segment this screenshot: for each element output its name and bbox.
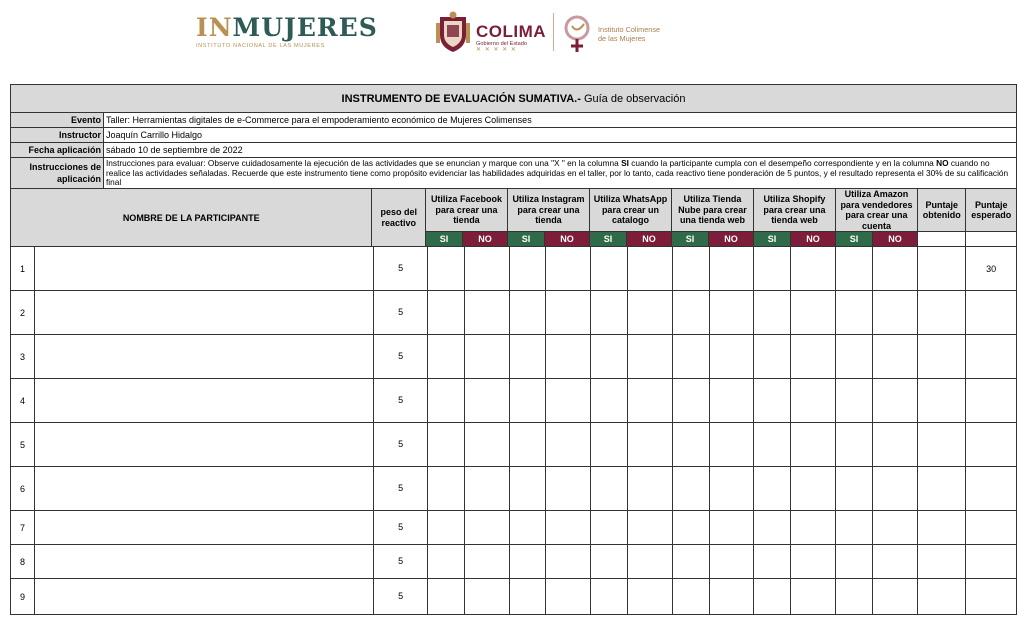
no-cell[interactable] [546,247,591,291]
no-cell[interactable] [710,247,755,291]
criterion-label: Utiliza Facebook para crear una tienda [426,189,507,232]
si-cell[interactable] [591,335,628,379]
si-cell[interactable] [510,247,547,291]
si-cell[interactable] [836,247,873,291]
peso-cell: 5 [374,423,428,467]
no-header: NO [709,232,753,246]
si-cell[interactable] [673,335,710,379]
row-number: 1 [11,247,35,291]
participant-name-cell[interactable] [35,291,374,335]
puntaje-obtenido-cell[interactable] [918,247,967,291]
no-cell[interactable] [628,511,673,545]
table-row [11,291,1017,335]
si-cell[interactable] [591,579,628,615]
si-cell[interactable] [754,545,791,579]
peso-cell: 5 [374,247,428,291]
peso-cell: 5 [374,291,428,335]
col-header-esperado [966,189,1017,247]
criterion-label: Utiliza Instagram para crear una tienda [508,189,589,232]
no-cell[interactable] [546,423,591,467]
puntaje-obtenido-cell[interactable] [918,467,967,511]
no-cell[interactable] [546,291,591,335]
criterion-tienda-nube [672,189,754,247]
si-header: SI [508,232,545,246]
no-cell[interactable] [546,579,591,615]
si-cell[interactable] [836,291,873,335]
si-cell[interactable] [673,291,710,335]
esperado-label: Puntaje esperado [966,189,1016,232]
puntaje-esperado-cell [966,335,1017,379]
criterion-label: Utiliza Tienda Nube para crear una tienda web [672,189,753,232]
colima-shield-icon [436,11,470,53]
puntaje-obtenido-cell[interactable] [918,335,967,379]
woman-symbol-icon [563,14,593,54]
si-cell[interactable] [836,335,873,379]
puntaje-esperado-cell [966,511,1017,545]
row-number: 3 [11,335,35,379]
row-number: 4 [11,379,35,423]
criterion-facebook [426,189,508,247]
peso-cell: 5 [374,579,428,615]
no-cell[interactable] [873,379,918,423]
si-cell[interactable] [754,291,791,335]
instructions-text-2: cuando la participante cumpla con el desempeño correspondiente y en la columna [628,158,937,168]
si-cell[interactable] [510,379,547,423]
no-cell[interactable] [791,467,836,511]
no-cell[interactable] [465,247,510,291]
no-header: NO [627,232,671,246]
no-cell[interactable] [628,247,673,291]
no-header: NO [873,232,917,246]
si-cell[interactable] [591,379,628,423]
no-cell[interactable] [710,545,755,579]
no-cell[interactable] [791,545,836,579]
fecha-value: sábado 10 de septiembre de 2022 [104,143,1017,158]
colima-logo-word: COLIMA [476,22,547,41]
puntaje-esperado-cell [966,579,1017,615]
si-cell[interactable] [836,423,873,467]
no-cell[interactable] [791,379,836,423]
si-cell[interactable] [673,423,710,467]
participant-name-cell[interactable] [35,335,374,379]
no-cell[interactable] [546,511,591,545]
si-cell[interactable] [428,467,465,511]
puntaje-obtenido-cell[interactable] [918,423,967,467]
puntaje-obtenido-cell[interactable] [918,379,967,423]
si-cell[interactable] [591,247,628,291]
evento-label: Evento [11,113,104,128]
no-cell[interactable] [628,423,673,467]
table-row [11,579,1017,615]
si-header: SI [754,232,791,246]
si-cell[interactable] [836,511,873,545]
instrucciones-label: Instrucciones de aplicación [11,158,104,189]
no-cell[interactable] [873,423,918,467]
row-number: 7 [11,511,35,545]
logo-divider [553,13,554,51]
puntaje-obtenido-cell[interactable] [918,511,967,545]
si-cell[interactable] [510,467,547,511]
si-cell[interactable] [836,379,873,423]
puntaje-esperado-cell [966,291,1017,335]
no-cell[interactable] [791,423,836,467]
criterion-instagram [508,189,590,247]
si-cell[interactable] [428,423,465,467]
no-cell[interactable] [873,579,918,615]
row-number: 2 [11,291,35,335]
fecha-label: Fecha aplicación [11,143,104,158]
peso-cell: 5 [374,511,428,545]
no-cell[interactable] [710,379,755,423]
si-cell[interactable] [428,545,465,579]
icm-logo-line1: Instituto Colimense [598,25,661,34]
instructor-label: Instructor [11,128,104,143]
no-cell[interactable] [873,247,918,291]
col-header-obtenido [918,189,967,247]
puntaje-esperado-cell: 30 [966,247,1017,291]
obtenido-label: Puntaje obtenido [918,189,966,232]
criterion-whatsapp [590,189,672,247]
peso-cell: 5 [374,335,428,379]
si-cell[interactable] [428,291,465,335]
si-header: SI [672,232,709,246]
no-cell[interactable] [546,467,591,511]
si-cell[interactable] [510,545,547,579]
form-title-rest: Guía de observación [580,92,686,105]
instrucciones-value [104,158,1017,189]
participant-name-cell[interactable] [35,379,374,423]
instructions-text-1: Instrucciones para evaluar: Observe cuidadosamente la ejecución de las actividades que se enuncian y marque con una "X " en la columna [106,158,622,168]
si-cell[interactable] [591,467,628,511]
si-cell[interactable] [836,579,873,615]
no-cell[interactable] [710,511,755,545]
no-cell[interactable] [873,511,918,545]
si-header: SI [836,232,873,246]
si-cell[interactable] [754,467,791,511]
no-cell[interactable] [628,467,673,511]
no-cell[interactable] [873,291,918,335]
no-cell[interactable] [873,467,918,511]
si-cell[interactable] [428,579,465,615]
no-cell[interactable] [791,511,836,545]
si-cell[interactable] [673,545,710,579]
si-cell[interactable] [754,379,791,423]
form-title-bold: INSTRUMENTO DE EVALUACIÓN SUMATIVA.- [341,92,581,105]
si-header: SI [426,232,463,246]
form-title [11,85,1017,113]
si-cell[interactable] [754,247,791,291]
inmujeres-logo-prefix: IN [196,13,233,42]
col-header-peso: peso del reactivo [372,189,425,247]
colima-logo-subtitle: Gobierno del Estado [476,41,527,47]
inmujeres-logo [196,13,378,49]
no-cell[interactable] [628,545,673,579]
inmujeres-logo-subtitle: INSTITUTO NACIONAL DE LAS MUJERES [196,43,325,49]
si-cell[interactable] [510,423,547,467]
no-cell[interactable] [628,291,673,335]
no-cell[interactable] [465,379,510,423]
participant-name-cell[interactable] [35,423,374,467]
si-cell[interactable] [428,511,465,545]
no-cell[interactable] [465,511,510,545]
participant-name-cell[interactable] [35,511,374,545]
si-cell[interactable] [591,423,628,467]
si-cell[interactable] [673,511,710,545]
no-cell[interactable] [791,579,836,615]
si-cell[interactable] [673,579,710,615]
si-cell[interactable] [510,579,547,615]
puntaje-esperado-cell [966,545,1017,579]
row-number: 6 [11,467,35,511]
no-cell[interactable] [628,379,673,423]
info-row-evento [11,113,1017,128]
peso-cell: 5 [374,545,428,579]
puntaje-obtenido-cell[interactable] [918,545,967,579]
evento-value: Taller: Herramientas digitales de e-Commerce para el empoderamiento económico de Mujeres Colimenses [104,113,1017,128]
no-cell[interactable] [465,467,510,511]
no-cell[interactable] [628,335,673,379]
instructions-text-3: cuando no realice las actividades señaladas. Recuerde que este instrumento tiene como propósito evidenciar las habilidades adquiridas en el taller, por lo tanto, cada reactivo tiene ponderación de 5 puntos, y el resultado representa el 30% de su calificación final [106,158,1009,188]
no-header: NO [791,232,835,246]
row-number: 9 [11,579,35,615]
no-cell[interactable] [873,545,918,579]
table-row [11,379,1017,423]
puntaje-esperado-cell [966,423,1017,467]
no-header: NO [463,232,507,246]
no-cell[interactable] [710,423,755,467]
si-cell[interactable] [428,335,465,379]
criterion-amazon [836,189,918,247]
puntaje-obtenido-cell[interactable] [918,579,967,615]
row-number: 5 [11,423,35,467]
puntaje-esperado-cell [966,379,1017,423]
evaluation-sheet [10,84,1017,615]
instructions-no: NO [936,158,949,168]
no-cell[interactable] [628,579,673,615]
criterion-label: Utiliza Shopify para crear una tienda web [754,189,835,232]
no-cell[interactable] [465,545,510,579]
table-row [11,467,1017,511]
no-cell[interactable] [465,291,510,335]
si-cell[interactable] [836,467,873,511]
no-cell[interactable] [791,335,836,379]
table-row [11,545,1017,579]
si-cell[interactable] [754,423,791,467]
no-cell[interactable] [710,291,755,335]
no-cell[interactable] [546,379,591,423]
no-cell[interactable] [465,579,510,615]
table-row [11,511,1017,545]
no-cell[interactable] [710,467,755,511]
info-row-instructor [11,128,1017,143]
criterion-label: Utiliza WhatsApp para crear un catalogo [590,189,671,232]
participant-name-cell[interactable] [35,545,374,579]
si-cell[interactable] [754,579,791,615]
si-cell[interactable] [428,379,465,423]
participant-name-cell[interactable] [35,247,374,291]
col-header-name: NOMBRE DE LA PARTICIPANTE [11,189,372,247]
row-number: 8 [11,545,35,579]
si-cell[interactable] [591,545,628,579]
no-cell[interactable] [465,423,510,467]
instructor-value: Joaquín Carrillo Hidalgo [104,128,1017,143]
no-cell[interactable] [546,335,591,379]
si-cell[interactable] [510,335,547,379]
table-row [11,423,1017,467]
info-row-fecha [11,143,1017,158]
si-cell[interactable] [510,291,547,335]
no-cell[interactable] [873,335,918,379]
no-cell[interactable] [710,335,755,379]
si-cell[interactable] [673,379,710,423]
info-row-instrucciones [11,158,1017,189]
si-header: SI [590,232,627,246]
participant-name-cell[interactable] [35,579,374,615]
instructions-si: SI [621,158,629,168]
table-row [11,335,1017,379]
table-row [11,247,1017,291]
si-cell[interactable] [673,247,710,291]
colima-logo [436,11,546,53]
inmujeres-logo-word: MUJERES [232,13,378,42]
no-cell[interactable] [791,247,836,291]
peso-cell: 5 [374,467,428,511]
table-header [11,189,1017,247]
participant-name-cell[interactable] [35,467,374,511]
si-cell[interactable] [428,247,465,291]
si-cell[interactable] [591,511,628,545]
si-cell[interactable] [836,545,873,579]
no-header: NO [545,232,589,246]
no-cell[interactable] [546,545,591,579]
icm-logo [563,14,683,54]
si-cell[interactable] [754,511,791,545]
participant-rows [11,247,1017,615]
si-cell[interactable] [591,291,628,335]
colima-logo-ornament: ✕ ✕ ✕ ✕ ✕ [476,47,517,53]
no-cell[interactable] [465,335,510,379]
icm-logo-line2: de las Mujeres [598,33,646,43]
puntaje-esperado-cell [966,467,1017,511]
puntaje-obtenido-cell[interactable] [918,291,967,335]
no-cell[interactable] [710,579,755,615]
criterion-label: Utiliza Amazon para vendedores para crear una cuenta [836,189,917,232]
si-cell[interactable] [673,467,710,511]
criterion-shopify [754,189,836,247]
no-cell[interactable] [791,291,836,335]
peso-cell: 5 [374,379,428,423]
si-cell[interactable] [510,511,547,545]
si-cell[interactable] [754,335,791,379]
